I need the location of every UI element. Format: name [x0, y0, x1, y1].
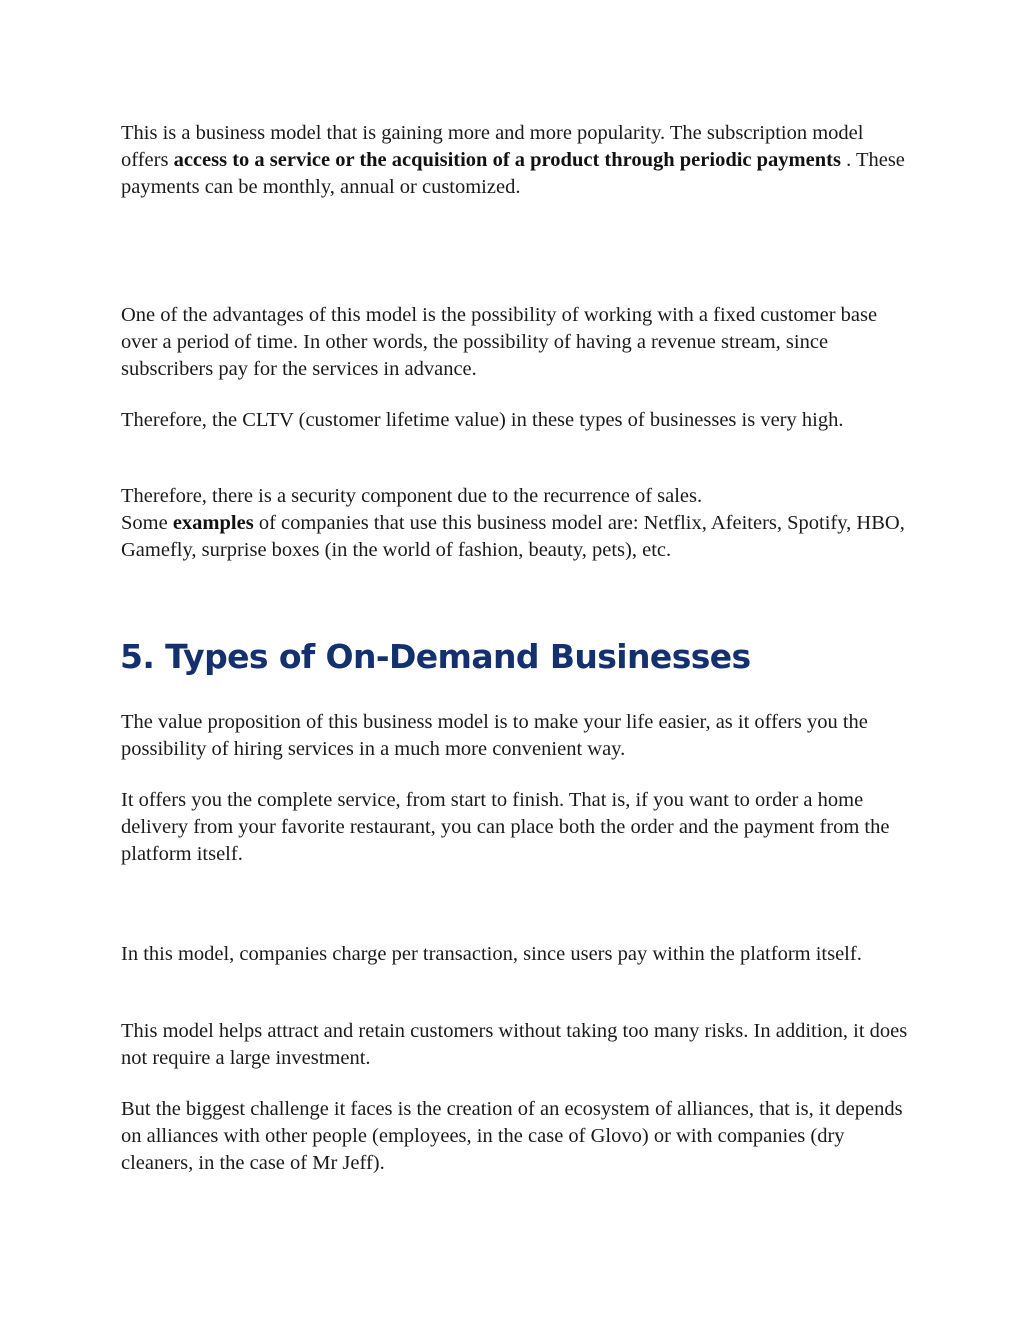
section-heading: 5. Types of On-Demand Businesses — [120, 637, 751, 676]
bold-phrase: access to a service or the acquisition of a product through periodic payments — [173, 149, 841, 171]
bold-word: examples — [172, 512, 254, 534]
paragraph-attract-customers: This model helps attract and retain customers without taking too many risks. In addition, it does not require a large investment. — [121, 1020, 908, 1069]
paragraph-text: This is a business model that is gaining more and more popularity. The subscription model offers — [121, 122, 864, 171]
paragraph-value-proposition: The value proposition of this business model is to make your life easier, as it offers you the possibility of hiring services in a much more convenient way. — [121, 711, 868, 760]
paragraph-complete-service: It offers you the complete service, from start to finish. That is, if you want to order a home delivery from your favorite restaurant, you can place both the order and the payment from the platform itself. — [121, 789, 890, 865]
paragraph-text: . These payments can be monthly, annual or customized. — [121, 149, 905, 198]
paragraph-advantages: One of the advantages of this model is the possibility of working with a fixed customer base over a period of time. In other words, the possibility of having a revenue stream, since subscribers pay for the services in advance. — [121, 304, 878, 380]
paragraph-text: Some — [121, 512, 173, 534]
paragraph-text: Therefore, there is a security component due to the recurrence of sales. — [121, 485, 703, 507]
paragraph-per-transaction: In this model, companies charge per transaction, since users pay within the platform itself. — [121, 943, 862, 965]
paragraph-challenge: But the biggest challenge it faces is the creation of an ecosystem of alliances, that is, it depends on alliances with other people (employees, in the case of Glovo) or with companies (dry cleaners, in the case of Mr Jeff). — [121, 1098, 903, 1174]
paragraph-text: of companies that use this business model are: Netflix, Afeiters, Spotify, HBO, Gamefly, surprise boxes (in the world of fashion, beauty, pets), etc. — [121, 512, 905, 561]
paragraph-subscription-model — [121, 120, 911, 201]
paragraph-examples — [121, 483, 911, 564]
paragraph-cltv: Therefore, the CLTV (customer lifetime value) in these types of businesses is very high. — [121, 409, 844, 431]
